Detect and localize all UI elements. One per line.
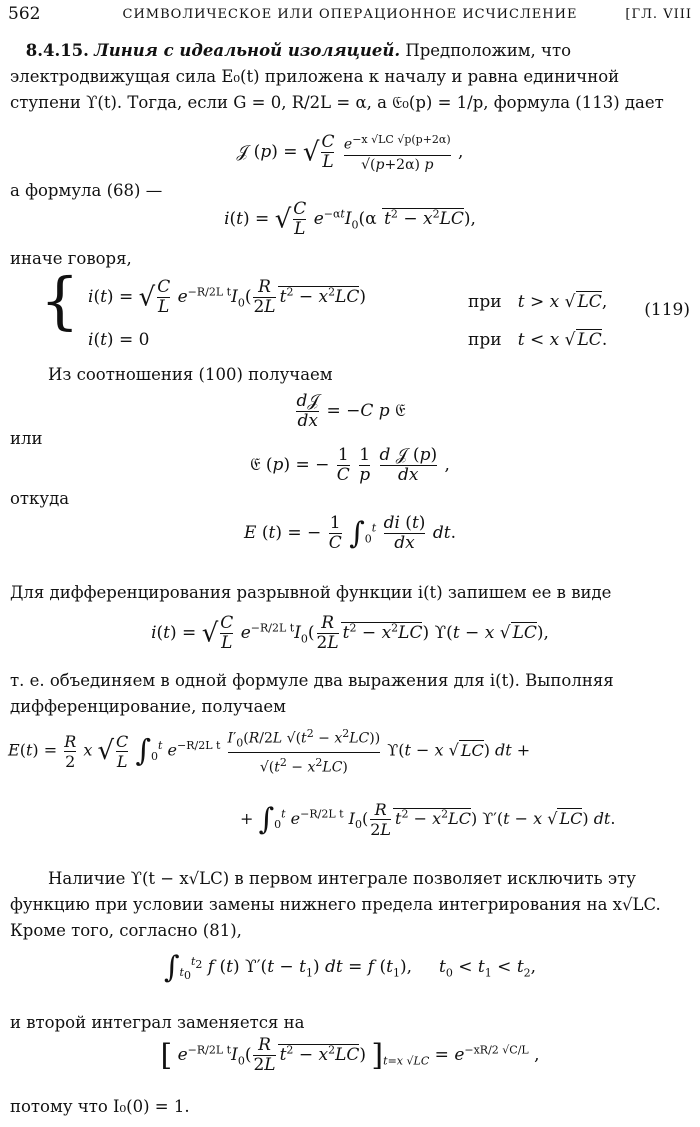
- text-diff: Для дифференцирования разрывной функции i(t) запишем ее в виде: [10, 583, 612, 602]
- formula-i: i(t) = √ $\frac{C}{L}$ $e^{-\alpha t}I_0(\alpha$ $t^2 - x^2LC$),: [224, 199, 476, 239]
- text-presence: Наличие ϒ(t − x√LC) в первом интеграле позволяет исключить эту функцию при условии замены нижнего предела интегрирования на x√LC. Кроме того, согласно (81),: [10, 869, 661, 940]
- system-brace: {: [40, 264, 80, 337]
- text-formula68: а формула (68) —: [10, 181, 163, 200]
- section-intro: [10, 38, 690, 116]
- formula-E-t: E (t) = − $\frac{1}{C}$ $\int_0^t$ $\frac{di (t)}{dx}$ dt.: [244, 513, 456, 553]
- intro-text-1: Предположим, что электродвижущая сила E₀(t) приложена к началу и равна единичной ступени ϒ(t).: [10, 41, 620, 112]
- formula-E-p: 𝔈 (p) = − $\frac{1}{C}$ $\frac{1}{p}$ d 𝒥 (p) dx ,: [250, 445, 450, 485]
- running-title: СИМВОЛИЧЕСКОЕ ИЛИ ОПЕРАЦИОННОЕ ИСЧИСЛЕНИЕ: [122, 7, 578, 22]
- text-or: или: [10, 429, 43, 448]
- text-otherwise: иначе говоря,: [10, 249, 132, 268]
- cond-1: при t > x √ LC,: [468, 292, 608, 312]
- formula-bracket: [ $e^{-R/2L t}I_0$( $\frac{R}{2L}$ $t^2 - x^2LC$) ]$_{t=x √LC} = e^{-xR/2 √C/L}$ ,: [160, 1035, 540, 1075]
- chapter-label: [ГЛ. VIII: [625, 7, 692, 22]
- formula-E-deriv-1: E(t) = $\frac{R}{2}$ x √ $\frac{C}{L}$ $\int_0^t$ $e^{-R/2L t}$ $\frac{I'_0(R/2L √(t^2 - x^2LC))}{√(t^2 - x^2LC)}$ ϒ(t − x √ LC) dt +: [8, 724, 700, 778]
- text-whence: откуда: [10, 489, 70, 508]
- cond-2: при t < x √ LC.: [468, 330, 608, 350]
- system-line-1: i(t) = √ $\frac{C}{L}$ $e^{-R/2L t}I_0$( $\frac{R}{2L}$ $t^2 - x^2LC$): [88, 277, 367, 317]
- section-number: 8.4.15.: [25, 41, 89, 60]
- equation-number: (119): [644, 300, 690, 320]
- intro-text-2: Тогда, если G = 0, R/2L = α, а 𝔈₀(p) = 1/p, формула (113) дает: [127, 93, 664, 112]
- formula-i-step: i(t) = √ $\frac{C}{L}$ $e^{-R/2L t}I_0$( $\frac{R}{2L}$ $t^2 - x^2LC$) ϒ(t − x √ LC),: [151, 613, 549, 653]
- text-second: и второй интеграл заменяется на: [10, 1013, 305, 1032]
- formula-81: $\int_{t_0}^{t_2}$ f (t) $ϒ'(t - t_1)$ dt = f $(t_1)$, $t_0 < t_1 < t_2$,: [163, 950, 537, 985]
- page-number: 562: [8, 4, 41, 24]
- section-heading: Линия с идеальной изоляцией.: [94, 41, 401, 60]
- text-combine: т. е. объединяем в одной формуле два выражения для i(t). Выполняя дифференцирование, получаем: [10, 671, 614, 716]
- page-header: [8, 4, 692, 28]
- formula-E-deriv-2: + $\int_0^t$ $e^{-R/2L t}$ $I_0$( $\frac{R}{2L}$ $t^2 - x^2LC$) ϒ′(t − x √ LC) dt.: [240, 800, 616, 839]
- text-because: потому что I₀(0) = 1.: [10, 1097, 190, 1116]
- formula-dJdx: d𝒥 dx = −C p 𝔈: [296, 391, 406, 431]
- text-from100: Из соотношения (100) получаем: [48, 365, 333, 384]
- formula-J: 𝒥 (p) = √ $\frac{C}{L}$ $\frac{e^{-x √LC √p(p+2\alpha)}}{√(p+2\alpha) p}$ ,: [236, 131, 464, 173]
- system-line-2: i(t) = 0: [88, 330, 150, 350]
